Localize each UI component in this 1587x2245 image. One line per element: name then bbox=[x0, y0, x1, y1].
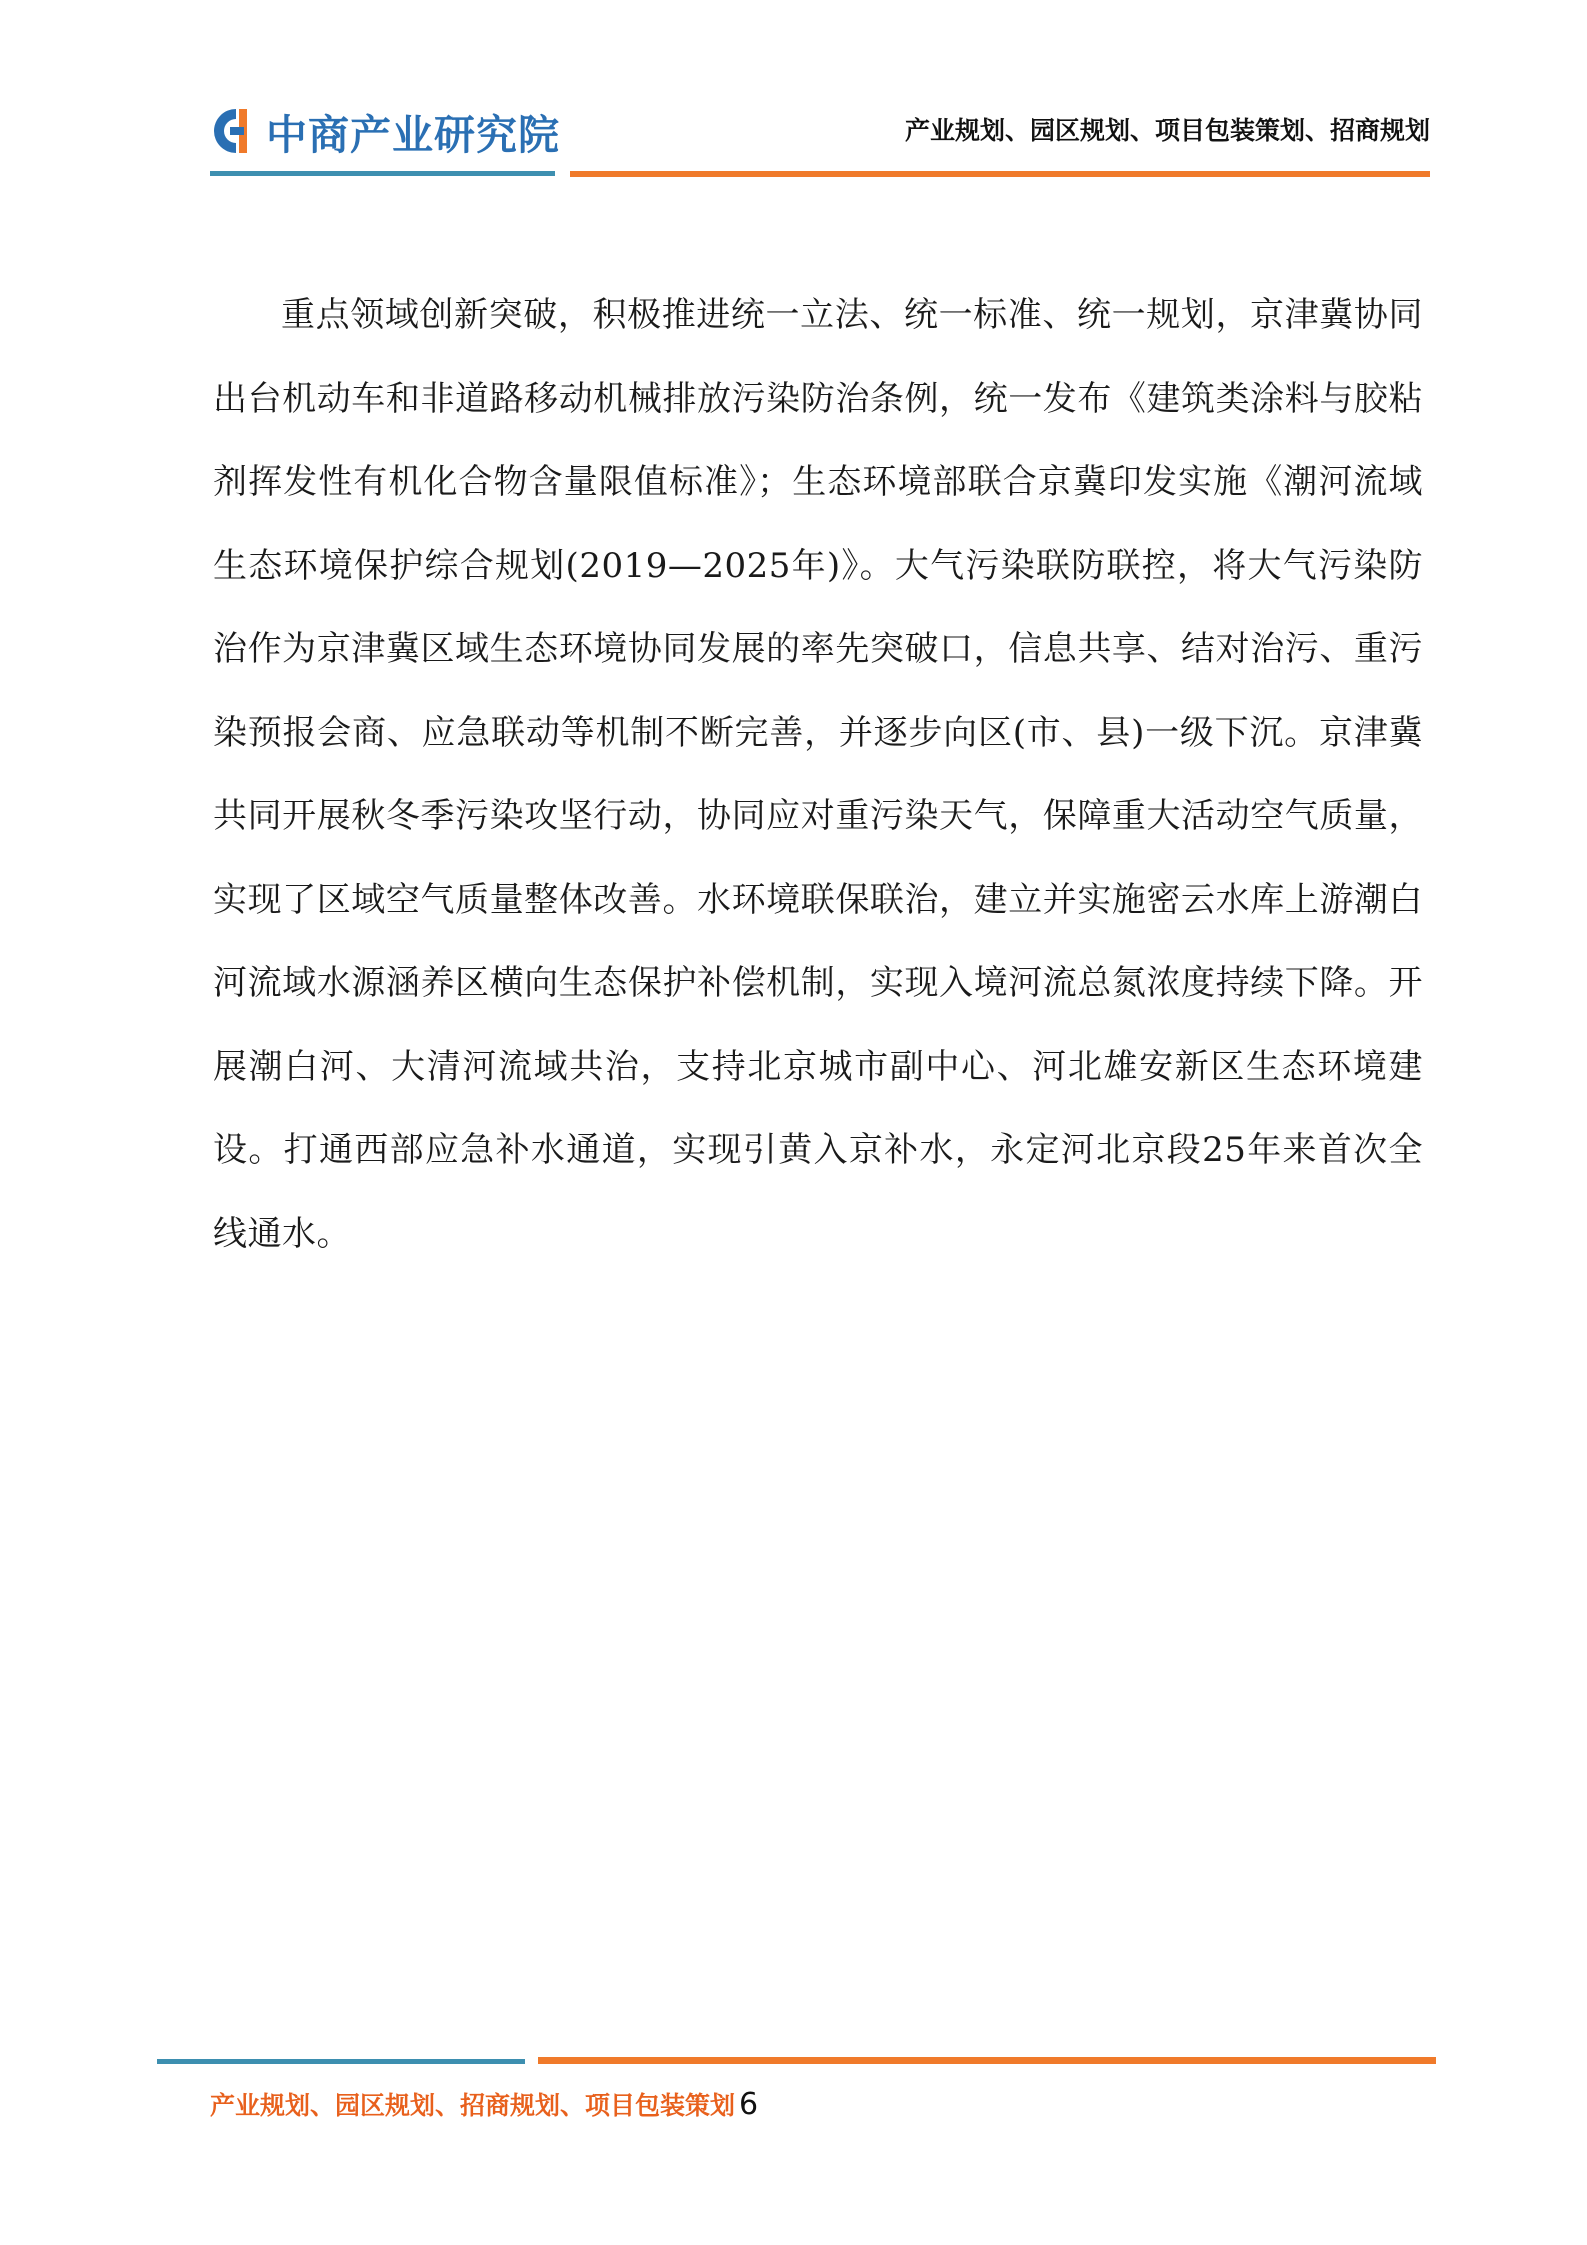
body-paragraph: 重点领域创新突破，积极推进统一立法、统一标准、统一规划，京津冀协同出台机动车和非道路移动机械排放污染防治条例，统一发布《建筑类涂料与胶粘剂挥发性有机化合物含量限值标准》；生态环境部联合京冀印发实施《潮河流域生态环境保护综合规划(2019—2025年)》。大气污染联防联控，将大气污染防治作为京津冀区域生态环境协同发展的率先突破口，信息共享、结对治污、重污染预报会商、应急联动等机制不断完善，并逐步向区(市、县)一级下沉。京津冀共同开展秋冬季污染攻坚行动，协同应对重污染天气，保障重大活动空气质量，实现了区域空气质量整体改善。水环境联保联治，建立并实施密云水库上游潮白河流域水源涵养区横向生态保护补偿机制，实现入境河流总氮浓度持续下降。开展潮白河、大清河流域共治，支持北京城市副中心、河北雄安新区生态环境建设。打通西部应急补水通道，实现引黄入京补水，永定河北京段25年来首次全线通水。 bbox=[213, 295, 1423, 1254]
logo-mark-icon bbox=[210, 105, 256, 157]
header-rule-blue bbox=[210, 171, 555, 176]
header-slogan: 产业规划、园区规划、项目包装策划、招商规划 bbox=[904, 116, 1430, 145]
page-number: 6 bbox=[739, 2087, 759, 2122]
page-footer bbox=[210, 2086, 758, 2122]
footer-rule-blue bbox=[157, 2059, 525, 2064]
logo-text: 中商产业研究院 bbox=[266, 110, 560, 159]
page-header bbox=[210, 95, 1430, 185]
footer-slogan: 产业规划、园区规划、招商规划、项目包装策划 bbox=[210, 2091, 736, 2120]
header-rule-orange bbox=[570, 171, 1430, 177]
footer-rule-orange bbox=[538, 2057, 1436, 2064]
logo bbox=[210, 103, 560, 159]
